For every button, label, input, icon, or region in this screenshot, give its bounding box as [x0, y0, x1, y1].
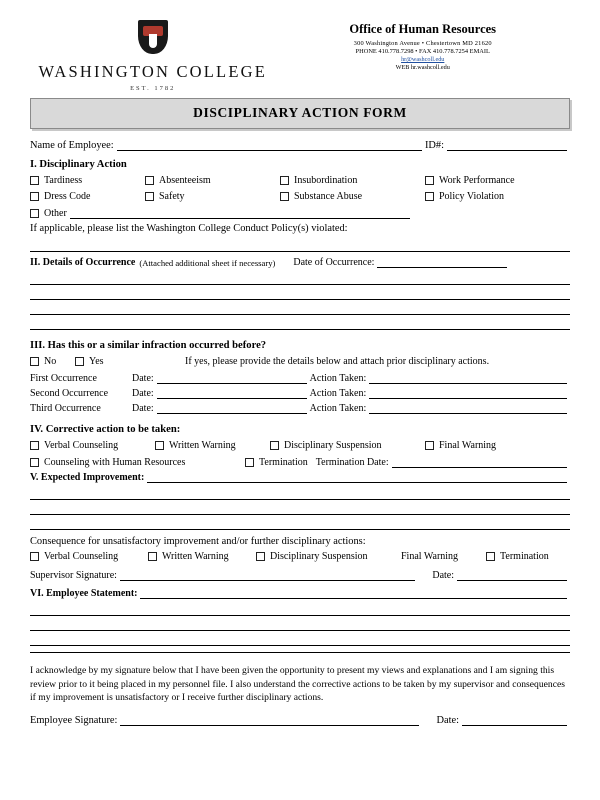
- occurrence-3-action-input[interactable]: [369, 402, 567, 414]
- office-phone: PHONE 410.778.7298 • FAX 410.778.7254 EMAIL: [355, 48, 490, 55]
- supervisor-signature-row: [30, 569, 570, 581]
- corrective-actions-row-2: [30, 456, 570, 468]
- occurrence-1-action-input[interactable]: [369, 372, 567, 384]
- checkbox-icon[interactable]: [145, 192, 154, 201]
- checkbox-label: Termination: [259, 457, 308, 468]
- occurrence-2-date-input[interactable]: [157, 387, 307, 399]
- termination-date-input[interactable]: [392, 456, 567, 468]
- employee-statement-input-1[interactable]: [140, 587, 567, 599]
- checkbox-label: Final Warning: [401, 551, 459, 562]
- occurrence-1-label: First Occurrence: [30, 373, 97, 384]
- section-6-heading-row: [30, 587, 570, 599]
- acknowledgement-block: [30, 652, 570, 705]
- checkbox-label: Termination: [500, 551, 549, 562]
- section-6-heading: VI. Employee Statement:: [30, 588, 138, 599]
- details-line-3[interactable]: [30, 301, 570, 315]
- checkbox-label: Policy Violation: [439, 191, 505, 202]
- section-3-heading: III. Has this or a similar infraction occurred before?: [30, 340, 267, 351]
- checkbox-icon[interactable]: [75, 357, 84, 366]
- checkbox-label: Written Warning: [162, 551, 229, 562]
- checkbox-icon[interactable]: [425, 441, 434, 450]
- checkbox-consequence-final-warning[interactable]: [401, 551, 486, 562]
- details-line-4[interactable]: [30, 316, 570, 330]
- yes-note: If yes, please provide the details below and attach prior disciplinary actions.: [185, 356, 490, 367]
- checkbox-consequence-verbal-counseling[interactable]: [30, 551, 148, 562]
- checkbox-no[interactable]: [30, 356, 75, 367]
- supervisor-date-label: Date:: [432, 570, 454, 581]
- checkbox-final-warning[interactable]: [425, 440, 496, 451]
- occurrence-row-3: [30, 402, 570, 414]
- details-line-2[interactable]: [30, 286, 570, 300]
- supervisor-signature-input[interactable]: [120, 569, 415, 581]
- checkbox-yes[interactable]: [75, 356, 185, 367]
- checkbox-other[interactable]: [30, 208, 67, 219]
- employee-statement-line-3[interactable]: [30, 617, 570, 631]
- checkbox-consequence-written-warning[interactable]: [148, 551, 256, 562]
- checkbox-label: Safety: [159, 191, 185, 202]
- employee-date-input[interactable]: [462, 714, 567, 726]
- document-header: [30, 18, 570, 92]
- checkbox-icon[interactable]: [30, 552, 39, 561]
- checkbox-tardiness[interactable]: [30, 175, 145, 186]
- checkbox-substance-abuse[interactable]: [280, 191, 425, 202]
- checkbox-label: No: [44, 356, 57, 367]
- employee-name-input[interactable]: [117, 139, 422, 151]
- checkbox-label: Work Performance: [439, 175, 515, 186]
- checkbox-label: Dress Code: [44, 191, 91, 202]
- checkbox-icon[interactable]: [270, 441, 279, 450]
- expected-improvement-input-1[interactable]: [147, 471, 567, 483]
- checkbox-icon[interactable]: [256, 552, 265, 561]
- occurrence-2-date-label: Date:: [132, 388, 154, 399]
- checkbox-label: Final Warning: [439, 440, 497, 451]
- checkbox-icon[interactable]: [280, 192, 289, 201]
- checkbox-label: Disciplinary Suspension: [284, 440, 382, 451]
- checkbox-verbal-counseling[interactable]: [30, 440, 155, 451]
- prior-infraction-row: [30, 356, 570, 367]
- checkbox-written-warning[interactable]: [155, 440, 270, 451]
- checkbox-disciplinary-suspension[interactable]: [270, 440, 425, 451]
- corrective-actions-row-1: [30, 440, 570, 451]
- disciplinary-options-row-1: [30, 175, 570, 186]
- occurrence-date-label: Date of Occurrence:: [293, 257, 375, 268]
- employee-statement-line-4[interactable]: [30, 632, 570, 646]
- office-info: [275, 18, 570, 71]
- employee-id-input[interactable]: [447, 139, 567, 151]
- checkbox-icon[interactable]: [280, 176, 289, 185]
- employee-id-label: ID#:: [424, 140, 444, 151]
- checkbox-icon[interactable]: [245, 458, 254, 467]
- checkbox-label: Tardiness: [44, 175, 83, 186]
- occurrence-3-label: Third Occurrence: [30, 403, 101, 414]
- occurrence-1-date-label: Date:: [132, 373, 154, 384]
- checkbox-icon[interactable]: [425, 192, 434, 201]
- occurrence-3-action-label: Action Taken:: [309, 403, 367, 414]
- policy-prompt-row: [30, 223, 570, 234]
- college-name: WASHINGTON COLLEGE: [38, 62, 268, 81]
- occurrence-row-2: [30, 387, 570, 399]
- occurrence-date-input[interactable]: [377, 256, 507, 268]
- checkbox-label: Absenteeism: [159, 175, 211, 186]
- checkbox-label: Insubordination: [294, 175, 358, 186]
- occurrence-2-label: Second Occurrence: [30, 388, 109, 399]
- section-4-heading: IV. Corrective action to be taken:: [30, 424, 181, 435]
- section-2-sub: (Attached additional sheet if necessary): [139, 258, 276, 268]
- checkbox-policy-violation[interactable]: [425, 191, 504, 202]
- checkbox-consequence-disciplinary-suspension[interactable]: [256, 551, 401, 562]
- office-email-link[interactable]: hr@washcoll.edu: [401, 56, 445, 63]
- checkbox-label: Verbal Counseling: [44, 551, 119, 562]
- checkbox-consequence-termination[interactable]: [486, 551, 549, 562]
- page-title: DISCIPLINARY ACTION FORM: [193, 105, 407, 120]
- occurrence-row-1: [30, 372, 570, 384]
- occurrence-2-action-label: Action Taken:: [309, 388, 367, 399]
- section-2-heading: II. Details of Occurrence: [30, 257, 136, 268]
- office-web: WEB hr.washcoll.edu: [395, 64, 450, 71]
- college-established: EST. 1782: [130, 85, 176, 92]
- expected-improvement-line-3[interactable]: [30, 501, 570, 515]
- checkbox-icon[interactable]: [425, 176, 434, 185]
- checkbox-icon[interactable]: [30, 441, 39, 450]
- checkbox-insubordination[interactable]: [280, 175, 425, 186]
- details-line-1[interactable]: [30, 271, 570, 285]
- employee-identity-row: [30, 139, 570, 151]
- checkbox-label: Written Warning: [169, 440, 236, 451]
- checkbox-counseling-hr[interactable]: [30, 457, 245, 468]
- employee-statement-line-2[interactable]: [30, 602, 570, 616]
- checkbox-icon[interactable]: [145, 176, 154, 185]
- employee-signature-input[interactable]: [120, 714, 419, 726]
- checkbox-icon[interactable]: [30, 209, 39, 218]
- checkbox-absenteeism[interactable]: [145, 175, 280, 186]
- supervisor-signature-label: Supervisor Signature:: [30, 570, 117, 581]
- employee-signature-label: Employee Signature:: [30, 714, 118, 726]
- policy-violated-input[interactable]: [30, 238, 570, 252]
- checkbox-icon[interactable]: [148, 552, 157, 561]
- office-name: Office of Human Resources: [349, 22, 497, 36]
- section-1-heading: I. Disciplinary Action: [30, 159, 127, 170]
- consequence-prompt: Consequence for unsatisfactory improvement and/or further disciplinary actions:: [30, 536, 366, 547]
- disciplinary-options-row-3: [30, 207, 570, 219]
- acknowledgement-text: I acknowledge by my signature below that I have been given the opportunity to present my views and explanations and I am signing this review prior to it being placed in my personnel file. I also understand the corrective actions to be taken by my supervisor and consequences if my improvement is unsatisfactory or I receive further disciplinary actions.: [30, 665, 565, 703]
- checkbox-label: Verbal Counseling: [44, 440, 119, 451]
- form-title-bar: [30, 98, 570, 129]
- section-5-heading: V. Expected Improvement:: [30, 472, 145, 483]
- checkbox-label: Yes: [89, 356, 104, 367]
- employee-name-label: Name of Employee:: [30, 140, 114, 151]
- checkbox-icon[interactable]: [30, 357, 39, 366]
- occurrence-3-date-label: Date:: [132, 403, 154, 414]
- supervisor-date-input[interactable]: [457, 569, 567, 581]
- shield-crest-icon: [136, 20, 170, 60]
- employee-signature-row: [30, 714, 570, 726]
- checkbox-icon[interactable]: [486, 552, 495, 561]
- policy-prompt-label: If applicable, please list the Washington College Conduct Policy(s) violated:: [30, 223, 348, 234]
- checkbox-safety[interactable]: [145, 191, 280, 202]
- checkbox-label: Other: [44, 208, 67, 219]
- checkbox-label: Counseling with Human Resources: [44, 457, 186, 468]
- consequence-prompt-row: [30, 536, 570, 547]
- section-2-heading-row: [30, 256, 570, 268]
- expected-improvement-line-4[interactable]: [30, 516, 570, 530]
- checkbox-work-performance[interactable]: [425, 175, 515, 186]
- expected-improvement-line-2[interactable]: [30, 486, 570, 500]
- employee-date-label: Date:: [436, 714, 459, 726]
- checkbox-termination[interactable]: [245, 457, 308, 468]
- checkbox-icon[interactable]: [155, 441, 164, 450]
- checkbox-label: Disciplinary Suspension: [270, 551, 368, 562]
- occurrence-1-action-label: Action Taken:: [309, 373, 367, 384]
- termination-date-label: Termination Date:: [315, 457, 389, 468]
- other-reason-input[interactable]: [70, 207, 410, 219]
- section-5-heading-row: [30, 471, 570, 483]
- consequence-options-row: [30, 551, 570, 562]
- checkbox-icon[interactable]: [30, 192, 39, 201]
- occurrence-1-date-input[interactable]: [157, 372, 307, 384]
- disciplinary-options-row-2: [30, 191, 570, 202]
- checkbox-label: Substance Abuse: [294, 191, 363, 202]
- checkbox-icon[interactable]: [30, 176, 39, 185]
- occurrence-3-date-input[interactable]: [157, 402, 307, 414]
- occurrence-2-action-input[interactable]: [369, 387, 567, 399]
- checkbox-icon[interactable]: [30, 458, 39, 467]
- college-branding: [30, 18, 275, 92]
- office-address: 300 Washington Avenue • Chestertown MD 21620: [353, 40, 492, 47]
- checkbox-dress-code[interactable]: [30, 191, 145, 202]
